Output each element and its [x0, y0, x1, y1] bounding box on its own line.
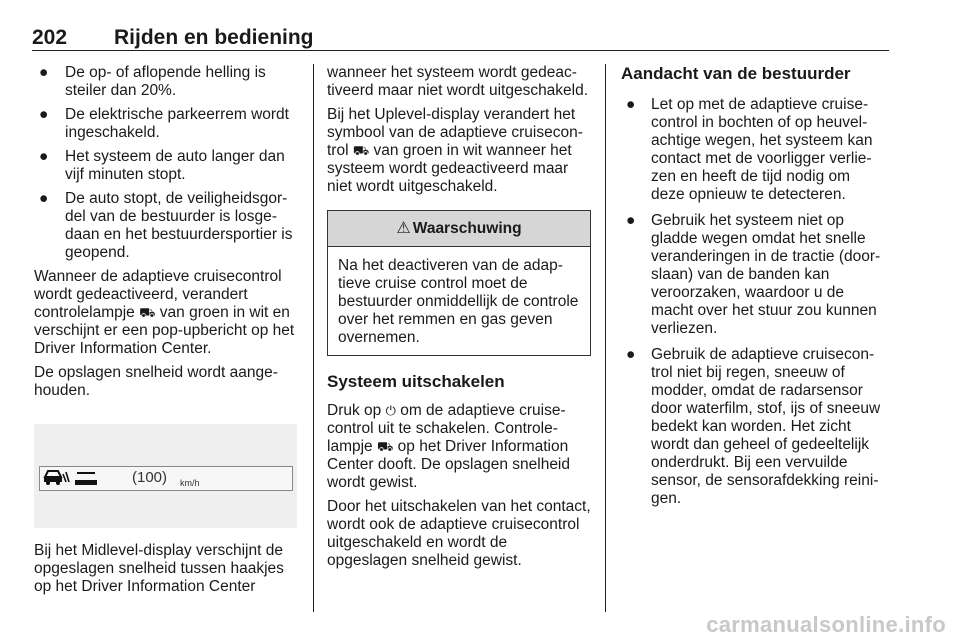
- acc-car-icon: ⛟: [139, 305, 156, 320]
- column-divider: [313, 64, 314, 612]
- list-item: ● Gebruik het systeem niet op gladde wegen omdat het snelle veranderingen in de tractie (doorslaan) van de banden kan veroorzaken, waardoor u de macht over het stuur zou kunnen verliezen.: [626, 212, 881, 337]
- acc-car-icon: ⛟: [352, 143, 370, 158]
- column-divider: [605, 64, 606, 612]
- warning-body: Na het deactiveren van de adaptieve cruise control moet de bestuurder onmiddellijk de controle over het remmen en gas geven overnemen.: [338, 257, 579, 346]
- display-bar: [39, 466, 293, 491]
- warning-triangle-icon: ⚠: [396, 219, 411, 237]
- warning-title: Waarschuwing: [412, 219, 522, 237]
- acc-car-icon: [42, 468, 102, 488]
- header-rule: [32, 50, 889, 51]
- list-item: ● Let op met de adaptieve cruisecontrol in bochten of op heuvelachtige wegen, het systeem kan contact met de voorligger verliezen en heeft de tijd nodig om deze opnieuw te detecteren.: [626, 96, 873, 203]
- column-3: [621, 64, 887, 516]
- page-number: 202: [32, 26, 68, 49]
- midlevel-display-illustration: [34, 424, 297, 528]
- warning-header: [328, 211, 590, 247]
- paragraph: Druk op ⏻ om de adaptieve cruisecontrol uit te schakelen. Controlelampje ⛟ op het Driver Information Center dooft. De opslagen snelheid wordt gewist.: [327, 402, 570, 491]
- speed-unit: km/h: [180, 478, 200, 488]
- column-2: [327, 64, 591, 576]
- paragraph: Bij het Uplevel-display verandert het symbool van de adaptieve cruisecontrol ⛟ van groen in wit wanneer het systeem wordt gedeactiveerd maar niet wordt uitgeschakeld.: [327, 106, 583, 195]
- list-item: ● Het systeem de auto langer dan vijf minuten stopt.: [39, 148, 285, 183]
- page-header: [32, 26, 889, 52]
- list-item: ● De auto stopt, de veiligheidsgordel van de bestuurder is losgedaan en het bestuurdersportier is geopend.: [39, 190, 293, 261]
- section-title: Systeem uitschakelen: [327, 372, 505, 391]
- paragraph: Wanneer de adaptieve cruisecontrol wordt gedeactiveerd, verandert controlelampje ⛟ van groen in wit en verschijnt er een pop-upbericht op het Driver Information Center.: [34, 268, 295, 357]
- bullet-list: [34, 64, 300, 262]
- paragraph: Door het uitschakelen van het contact, wordt ook de adaptieve cruisecontrol uitgeschakeld en wordt de opgeslagen snelheid gewist.: [327, 498, 591, 569]
- list-item: ● Gebruik de adaptieve cruisecontrol niet bij regen, sneeuw of modder, omdat de radarsensor door waterfilm, stof, ijs of sneeuw bedekt kan worden. Het zicht wordt dan geheel of gedeeltelijk onderdrukt. Bij een vervuilde sensor, de sensorafdekking reinigen.: [626, 346, 881, 507]
- paragraph: De opslagen snelheid wordt aangehouden.: [34, 364, 278, 399]
- bullet-list: [621, 96, 887, 508]
- acc-car-icon: ⛟: [376, 439, 394, 454]
- warning-box: [327, 210, 591, 356]
- paragraph: Bij het Midlevel-display verschijnt de opgeslagen snelheid tussen haakjes op het Driver Information Center: [34, 542, 284, 595]
- power-icon: ⏻: [385, 403, 396, 418]
- column-1: [34, 64, 300, 602]
- page-title: Rijden en bediening: [114, 26, 314, 49]
- list-item: ● De elektrische parkeerrem wordt ingeschakeld.: [39, 106, 289, 141]
- paragraph: wanneer het systeem wordt gedeactiveerd maar niet wordt uitgeschakeld.: [327, 64, 589, 99]
- stored-speed: (100): [132, 469, 168, 486]
- list-item: ● De op- of aflopende helling is steiler dan 20%.: [39, 64, 266, 99]
- watermark: carmanualsonline.info: [706, 612, 946, 637]
- section-title: Aandacht van de bestuurder: [621, 64, 851, 83]
